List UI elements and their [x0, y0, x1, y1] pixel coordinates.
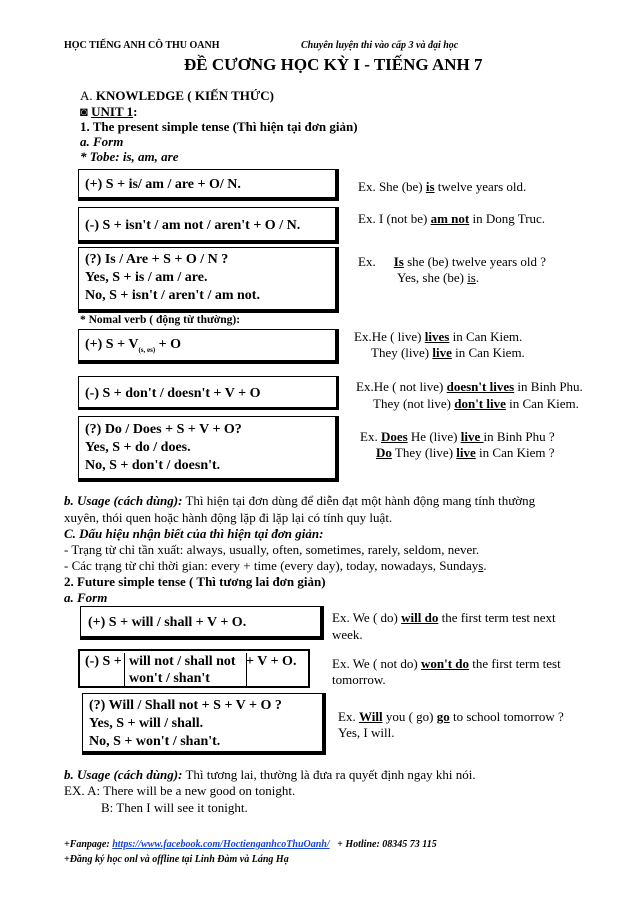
future-negative-box [78, 649, 310, 688]
header-left: HỌC TIẾNG ANH CÔ THU OANH [64, 40, 220, 51]
ex-text: she (be) twelve years old ? [403, 254, 547, 269]
ex-text: Ex. [338, 709, 359, 724]
ex-answer: live [460, 429, 484, 444]
future-title: 2. Future simple tense ( Thì tương lai đơn giản) [64, 574, 326, 589]
normal-positive-formula [85, 336, 181, 359]
future-negative-part2: + V + O. [246, 654, 297, 669]
hotline: + Hotline: 08345 73 115 [329, 839, 437, 850]
future-question-box [82, 693, 326, 755]
ex-text: in Binh Phu ? [483, 429, 555, 444]
future-positive-box [80, 606, 324, 640]
ex-text: Ex. We ( not do) [332, 656, 421, 671]
footer-line1 [64, 839, 437, 850]
knowledge-label: KNOWLEDGE ( KIẾN THỨC) [95, 88, 274, 103]
tobe-positive-example [358, 178, 526, 195]
future-negative-example [332, 655, 561, 672]
tobe-question-box [78, 247, 339, 313]
knowledge-prefix: A. [80, 88, 96, 103]
usage2-example2: B: Then I will see it tonight. [101, 800, 248, 815]
sign-frequency: - Trạng từ chỉ tần xuất: always, usually, often, sometimes, rarely, seldom, never. [64, 542, 480, 557]
future-negative-example2: tomorrow. [332, 672, 386, 687]
unit-heading [80, 104, 137, 120]
ex-text: in Can Kiem ? [475, 445, 555, 460]
usage1-label: b. Usage (cách dùng): [64, 493, 183, 508]
sign-time-dot: . [483, 558, 487, 573]
ex-answer: Will [358, 709, 383, 724]
normal-negative-formula: (-) S + don't / doesn't + V + O [85, 386, 261, 401]
normal-no-formula: No, S + don't / doesn't. [85, 458, 221, 473]
ex-text: the first term test [469, 656, 561, 671]
header-right: Chuyên luyện thi vào cấp 3 và đại học [301, 40, 459, 51]
formula-part: + O [155, 337, 182, 352]
ex-text: They (not live) [373, 396, 455, 411]
ex-answer: will do [401, 610, 439, 625]
tobe-answer-example [397, 269, 479, 286]
tobe-positive-box [78, 169, 339, 201]
usage1-line2: xuyên, thói quen hoặc hành động lặp đi lặp lại có tính quy luật. [64, 510, 393, 525]
usage2-label: b. Usage (cách dùng): [64, 767, 183, 782]
normal-verb-heading: * Nomal verb ( động từ thường): [80, 314, 241, 326]
tobe-heading: * Tobe: is, am, are [80, 149, 179, 164]
future-no-formula: No, S + won't / shan't. [89, 734, 221, 749]
unit-icon: ◙ [80, 104, 88, 119]
ex-text: to school tomorrow ? [449, 709, 564, 724]
ex-answer: don't live [454, 396, 506, 411]
future-positive-formula: (+) S + will / shall + V + O. [88, 615, 247, 630]
ex-answer: am not [430, 211, 470, 226]
ex-text: Ex. We ( do) [332, 610, 402, 625]
tobe-yes-formula: Yes, S + is / am / are. [85, 270, 208, 285]
future-negative-options1: will not / shall not [129, 654, 236, 669]
tobe-question-example [358, 253, 546, 270]
ex-text: in Can Kiem. [451, 345, 525, 360]
ex-text: They (live) [391, 445, 457, 460]
ex-text: Ex. [358, 254, 376, 269]
ex-text: twelve years old. [434, 179, 527, 194]
footer-register: +Đăng ký học onl và offline tại Linh Đàm và Láng Hạ [64, 854, 289, 865]
ex-text: He (live) [407, 429, 461, 444]
future-negative-part1: (-) S + [85, 654, 122, 669]
ex-answer: is [425, 179, 435, 194]
usage2-text: Thì tương lai, thường là đưa ra quyết định ngay khi nói. [182, 767, 476, 782]
ex-text: Yes, she (be) [397, 270, 468, 285]
ex-text: in Dong Truc. [469, 211, 546, 226]
tobe-negative-box [78, 207, 339, 244]
ex-answer: live [456, 445, 476, 460]
future-positive-example [332, 609, 556, 626]
normal-positive-example [354, 328, 522, 345]
normal-negative-example2 [373, 395, 579, 412]
ex-answer: Do [376, 445, 392, 460]
future-form: a. Form [64, 590, 108, 605]
future-positive-example2: week. [332, 627, 363, 642]
ex-text: . [475, 270, 480, 285]
ex-answer: Does [380, 429, 408, 444]
signs-title: C. Dấu hiệu nhận biết của thì hiện tại đơn giản: [64, 526, 324, 541]
unit-colon: : [133, 104, 138, 119]
ex-answer: doesn't lives [446, 379, 515, 394]
future-yes-formula: Yes, S + will / shall. [89, 716, 204, 731]
ex-answer: Is [393, 254, 404, 269]
usage2-example1: EX. A: There will be a new good on tonight. [64, 783, 296, 798]
future-question-example2: Yes, I will. [338, 725, 395, 740]
usage2-line [64, 767, 476, 783]
section1-form: a. Form [80, 134, 124, 149]
ex-answer: lives [424, 329, 450, 344]
tobe-negative-formula: (-) S + isn't / am not / aren't + O / N. [85, 218, 301, 233]
fanpage-link[interactable]: https://www.facebook.com/HoctienganhcoThuOanh/ [112, 839, 330, 850]
normal-negative-example [356, 378, 583, 395]
normal-question-box [78, 416, 339, 482]
sign-time-s: s [478, 558, 484, 573]
ex-answer: go [436, 709, 450, 724]
future-question-example [338, 708, 564, 725]
ex-answer: won't do [420, 656, 470, 671]
ex-text: you ( go) [382, 709, 437, 724]
normal-positive-example2 [371, 344, 525, 361]
ex-answer: is [467, 270, 476, 285]
formula-part: (+) S + V [85, 337, 139, 352]
ex-text: in Can Kiem. [505, 396, 579, 411]
ex-text: Ex. I (not be) [358, 211, 431, 226]
ex-text: Ex. She (be) [358, 179, 426, 194]
normal-negative-box [78, 376, 339, 410]
ex-text: Ex. [360, 429, 381, 444]
formula-sub: (s, es) [138, 345, 156, 354]
ex-text: They (live) [371, 345, 433, 360]
sign-time [64, 558, 487, 574]
future-negative-options2: won't / shan't [129, 671, 210, 686]
usage1-line1 [64, 493, 535, 509]
normal-question-example2 [376, 444, 555, 461]
tobe-negative-example [358, 210, 545, 227]
divider-left [124, 653, 125, 687]
ex-text: Ex.He ( not live) [356, 379, 447, 394]
normal-yes-formula: Yes, S + do / does. [85, 440, 191, 455]
ex-text: Ex.He ( live) [354, 329, 425, 344]
tobe-question-formula: (?) Is / Are + S + O / N ? [85, 252, 229, 267]
tobe-no-formula: No, S + isn't / aren't / am not. [85, 288, 260, 303]
usage1-text: Thì hiện tại đơn dùng để diễn đạt một hành động mang tính thường [182, 493, 536, 508]
normal-positive-box [78, 329, 339, 364]
normal-question-formula: (?) Do / Does + S + V + O? [85, 422, 242, 437]
future-question-formula: (?) Will / Shall not + S + V + O ? [89, 698, 282, 713]
ex-answer: live [432, 345, 452, 360]
normal-question-example [360, 428, 555, 445]
section1-title: 1. The present simple tense (Thì hiện tại đơn giản) [80, 119, 358, 134]
page-title: ĐỀ CƯƠNG HỌC KỲ I - TIẾNG ANH 7 [184, 55, 483, 74]
unit-label: UNIT 1 [91, 104, 134, 119]
knowledge-heading [80, 88, 274, 104]
tobe-positive-formula: (+) S + is/ am / are + O/ N. [85, 177, 241, 192]
ex-text: in Binh Phu. [514, 379, 583, 394]
fanpage-label: +Fanpage: [64, 839, 113, 850]
sign-time-text: - Các trạng từ chỉ thời gian: every + time (every day), today, nowadays, Sunday [64, 558, 479, 573]
ex-text: in Can Kiem. [449, 329, 523, 344]
ex-text: the first term test next [438, 610, 556, 625]
